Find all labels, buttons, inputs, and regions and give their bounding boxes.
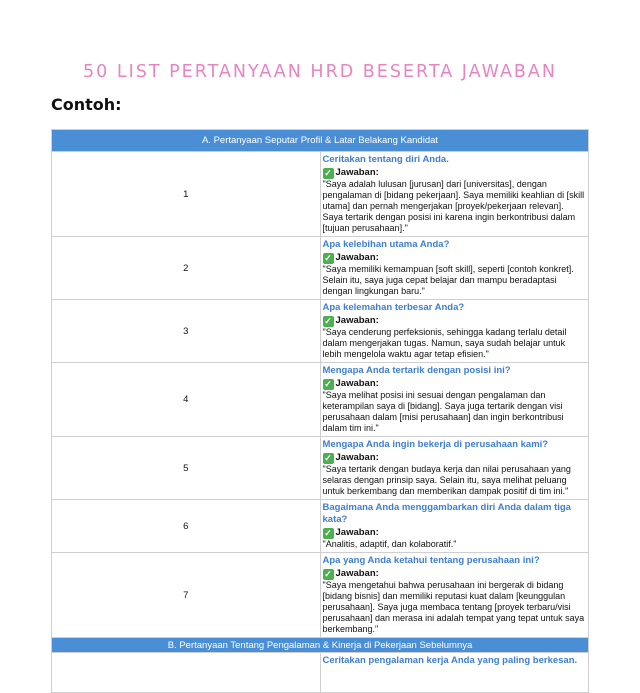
qa-row	[52, 553, 589, 638]
qa-row	[52, 363, 589, 437]
question-text: Apa kelemahan terbesar Anda?	[322, 302, 465, 313]
qa-row	[52, 300, 589, 363]
answer-heading	[323, 567, 586, 580]
check-mark-icon: ✓	[324, 316, 332, 326]
qa-content	[320, 363, 589, 437]
intro-label: Contoh:	[51, 95, 122, 114]
answer-text: "Saya adalah lulusan [jurusan] dari [universitas], dengan pengalaman di [bidang pekerjaan]. Saya memiliki keahlian di [skill utama] dan pernah mengerjakan [proyek/pekerjaan relevan]. Saya tertarik dengan posisi ini karena ingin berkontribusi dalam [tujuan perusahaan]."	[322, 179, 585, 233]
check-mark-icon: ✓	[324, 569, 332, 579]
check-mark-icon: ✓	[324, 453, 332, 463]
qa-content	[320, 500, 589, 553]
answer-label: Jawaban:	[335, 452, 379, 463]
question-text: Apa yang Anda ketahui tentang perusahaan ini?	[322, 555, 540, 566]
answer-heading	[323, 166, 586, 179]
answer-label: Jawaban:	[335, 527, 379, 538]
row-number: 3	[52, 300, 321, 363]
section-b-title: B. Pertanyaan Tentang Pengalaman & Kinerja di Pekerjaan Sebelumnya	[52, 638, 589, 653]
answer-label: Jawaban:	[335, 568, 379, 579]
row-number: 5	[52, 437, 321, 500]
qa-content	[320, 300, 589, 363]
answer-label: Jawaban:	[335, 315, 379, 326]
answer-heading	[323, 377, 586, 390]
qa-row	[52, 152, 589, 237]
question-text: Bagaimana Anda menggambarkan diri Anda dalam tiga kata?	[322, 502, 571, 525]
page-title: 50 LIST PERTANYAAN HRD BESERTA JAWABAN	[83, 62, 557, 82]
qa-content	[320, 437, 589, 500]
row-number: 6	[52, 500, 321, 553]
answer-text: "Saya mengetahui bahwa perusahaan ini bergerak di bidang [bidang bisnis] dan memiliki reputasi kuat dalam [keunggulan perusahaan]. Saya juga membaca tentang [proyek terbaru/visi perusahaan] dan merasa ini adalah tempat yang tepat untuk saya berkembang."	[322, 580, 585, 634]
answer-text: "Saya tertarik dengan budaya kerja dan nilai perusahaan yang selaras dengan prinsip saya. Selain itu, saya melihat peluang untuk berkembang dan memberikan dampak positif di tim ini."	[322, 464, 571, 496]
section-a-title: A. Pertanyaan Seputar Profil & Latar Belakang Kandidat	[52, 130, 589, 152]
question-text: Mengapa Anda tertarik dengan posisi ini?	[322, 365, 511, 376]
answer-label: Jawaban:	[335, 378, 379, 389]
answer-text: "Analitis, adaptif, dan kolaboratif."	[322, 539, 457, 549]
answer-text: "Saya melihat posisi ini sesuai dengan pengalaman dan keterampilan saya di [bidang]. Saya juga tertarik dengan visi perusahaan dalam [misi perusahaan] dan ingin berkontribusi dalam tim ini."	[322, 390, 564, 433]
qa-content	[320, 237, 589, 300]
question-text: Mengapa Anda ingin bekerja di perusahaan kami?	[322, 439, 549, 450]
qa-table	[51, 129, 589, 693]
question-text: Apa kelebihan utama Anda?	[322, 239, 450, 250]
answer-text: "Saya memiliki kemampuan [soft skill], seperti [contoh konkret]. Selain itu, saya juga cepat belajar dan mampu beradaptasi dengan lingkungan baru."	[322, 264, 574, 296]
row-number: 4	[52, 363, 321, 437]
qa-content	[320, 553, 589, 638]
section-a-header	[52, 130, 589, 152]
qa-row	[52, 437, 589, 500]
question-text: Ceritakan tentang diri Anda.	[322, 154, 449, 165]
check-mark-icon: ✓	[324, 253, 332, 263]
check-mark-icon: ✓	[324, 528, 332, 538]
answer-text: "Saya cenderung perfeksionis, sehingga kadang terlalu detail dalam mengerjakan tugas. Namun, saya sudah belajar untuk lebih mengelola waktu agar tetap efisien."	[322, 327, 567, 359]
answer-label: Jawaban:	[335, 252, 379, 263]
qa-row	[52, 237, 589, 300]
qa-row	[52, 500, 589, 553]
qa-content	[320, 152, 589, 237]
qa-sheet	[51, 129, 589, 666]
check-mark-icon: ✓	[324, 379, 332, 389]
answer-heading	[323, 526, 586, 539]
qa-content	[320, 653, 589, 693]
answer-label: Jawaban:	[335, 167, 379, 178]
qa-row	[52, 653, 589, 693]
row-number: 7	[52, 553, 321, 638]
answer-heading	[323, 251, 586, 264]
answer-heading	[323, 314, 586, 327]
check-mark-icon: ✓	[324, 168, 332, 178]
question-text: Ceritakan pengalaman kerja Anda yang paling berkesan.	[322, 655, 578, 666]
section-b-header	[52, 638, 589, 653]
row-number	[52, 653, 321, 693]
row-number: 1	[52, 152, 321, 237]
row-number: 2	[52, 237, 321, 300]
answer-heading	[323, 451, 586, 464]
